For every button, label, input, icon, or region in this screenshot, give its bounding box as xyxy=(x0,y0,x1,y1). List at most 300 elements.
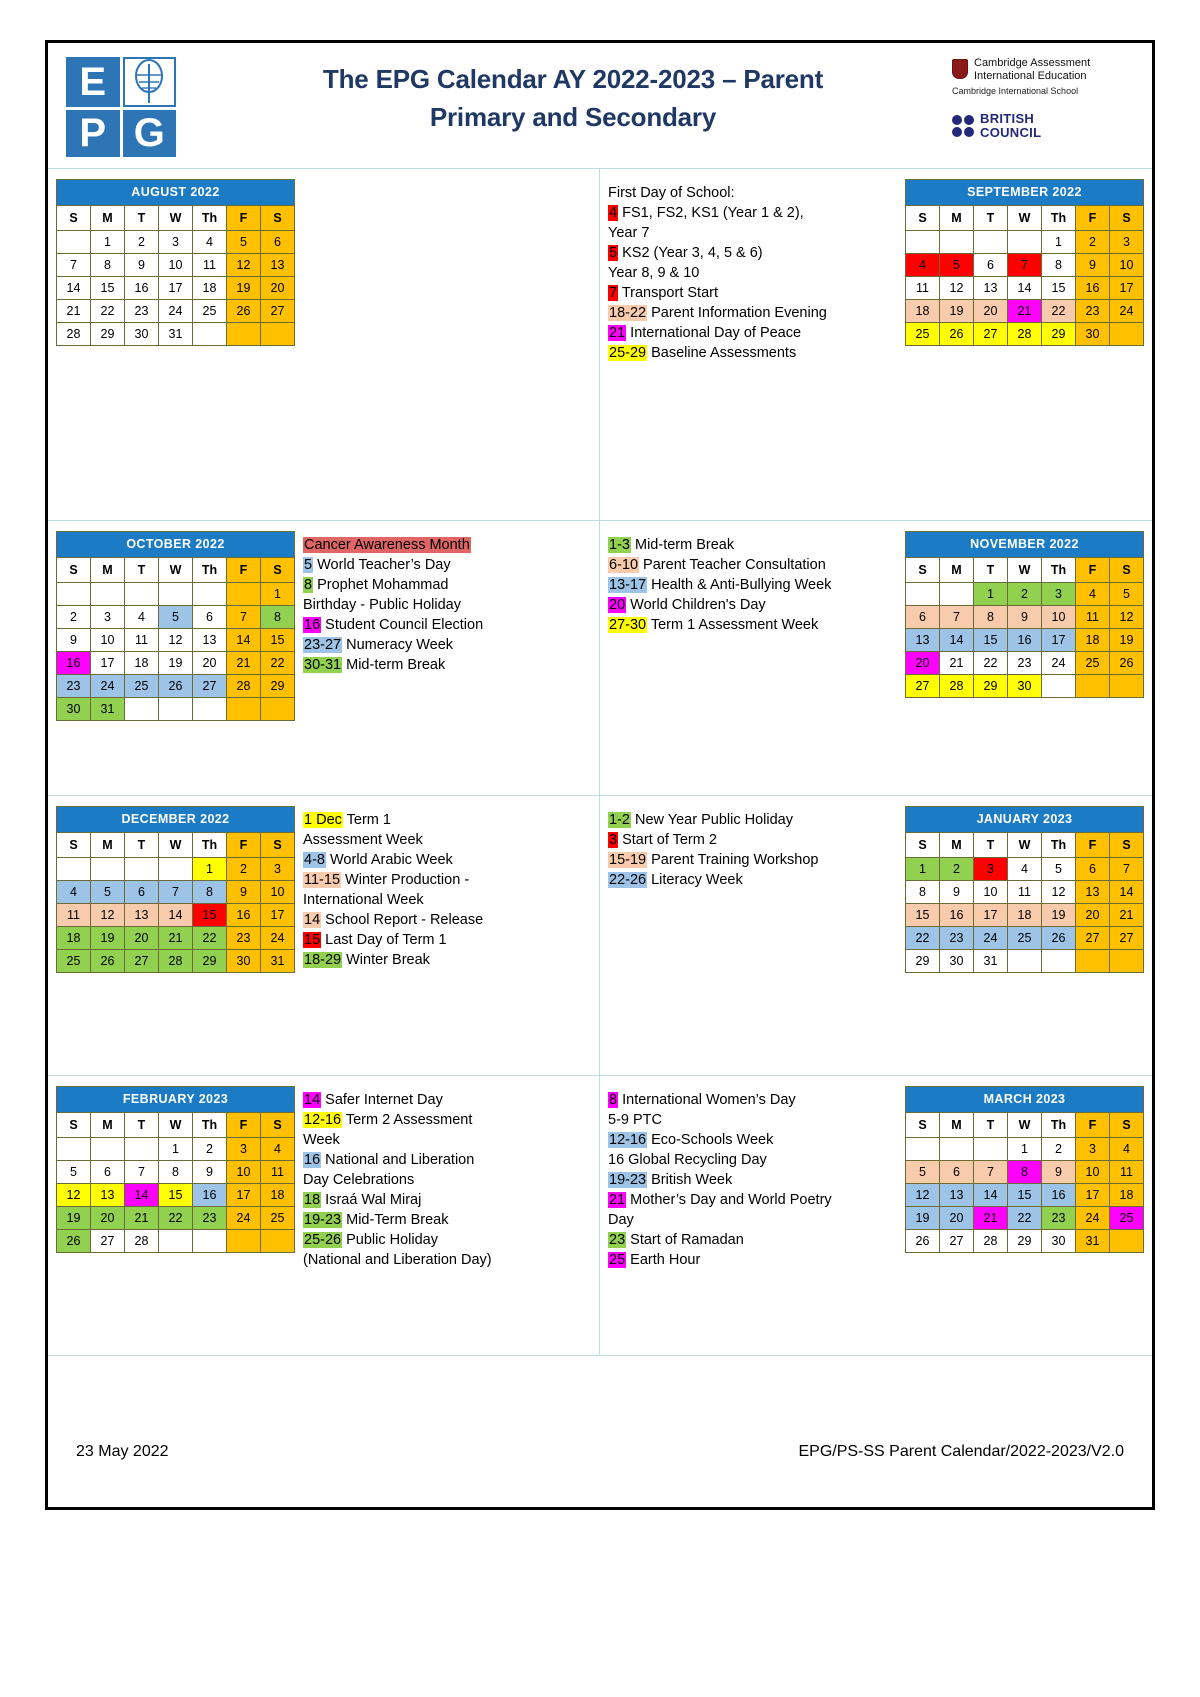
dow-header: F xyxy=(227,1113,261,1138)
day-cell: 14 xyxy=(1008,277,1042,300)
day-cell: 8 xyxy=(261,606,295,629)
day-cell: 24 xyxy=(91,675,125,698)
day-cell: 8 xyxy=(1008,1161,1042,1184)
dow-header: F xyxy=(227,206,261,231)
dow-header: M xyxy=(91,558,125,583)
week-row xyxy=(57,698,295,721)
day-cell: 31 xyxy=(974,950,1008,973)
day-cell: 27 xyxy=(1076,927,1110,950)
day-cell: 27 xyxy=(940,1230,974,1253)
note-line xyxy=(303,555,591,575)
notes-december xyxy=(303,806,591,1065)
day-cell: 16 xyxy=(1076,277,1110,300)
day-cell: 29 xyxy=(91,323,125,346)
note-text: World Arabic Week xyxy=(325,852,453,868)
day-cell: 10 xyxy=(227,1161,261,1184)
epg-logo xyxy=(66,57,176,157)
dow-header: Th xyxy=(1042,833,1076,858)
day-cell xyxy=(227,583,261,606)
day-cell: 14 xyxy=(940,629,974,652)
day-cell: 10 xyxy=(1042,606,1076,629)
calendar-february xyxy=(56,1086,295,1345)
dow-header: S xyxy=(261,206,295,231)
british-council-line-2: COUNCIL xyxy=(980,124,1042,140)
day-cell: 23 xyxy=(1008,652,1042,675)
note-line xyxy=(303,1250,591,1270)
note-date-badge: 25 xyxy=(609,1252,626,1268)
day-cell: 30 xyxy=(1042,1230,1076,1253)
month-table-march xyxy=(905,1086,1144,1253)
day-cell: 1 xyxy=(1008,1138,1042,1161)
day-cell: 6 xyxy=(91,1161,125,1184)
note-line xyxy=(608,1110,897,1130)
day-cell: 22 xyxy=(159,1207,193,1230)
day-cell: 21 xyxy=(57,300,91,323)
week-row xyxy=(906,1184,1144,1207)
day-cell: 9 xyxy=(940,881,974,904)
notes-september xyxy=(608,179,897,510)
day-cell xyxy=(57,231,91,254)
notes-march xyxy=(608,1086,897,1345)
week-row xyxy=(57,950,295,973)
week-row xyxy=(906,1161,1144,1184)
day-cell: 2 xyxy=(57,606,91,629)
day-cell: 18 xyxy=(193,277,227,300)
day-cell: 4 xyxy=(261,1138,295,1161)
note-text: Public Holiday xyxy=(342,1232,439,1248)
day-cell: 11 xyxy=(57,904,91,927)
dow-header: T xyxy=(125,1113,159,1138)
note-line xyxy=(303,910,591,930)
note-text: Numeracy Week xyxy=(342,637,454,653)
day-cell: 16 xyxy=(940,904,974,927)
day-cell: 27 xyxy=(125,950,159,973)
day-cell: 10 xyxy=(91,629,125,652)
dow-header: T xyxy=(125,833,159,858)
british-council-dots-icon xyxy=(952,115,974,137)
note-line xyxy=(608,1230,897,1250)
day-cell: 5 xyxy=(940,254,974,277)
day-cell: 30 xyxy=(1008,675,1042,698)
week-row xyxy=(906,323,1144,346)
day-cell: 14 xyxy=(1110,881,1144,904)
day-cell: 12 xyxy=(57,1184,91,1207)
dow-header: S xyxy=(261,558,295,583)
note-list-september xyxy=(608,179,897,363)
day-cell: 4 xyxy=(906,254,940,277)
week-row xyxy=(57,583,295,606)
dow-header: S xyxy=(57,1113,91,1138)
day-cell xyxy=(159,698,193,721)
month-table-september xyxy=(905,179,1144,346)
day-cell xyxy=(57,1138,91,1161)
day-cell: 17 xyxy=(1042,629,1076,652)
day-cell: 8 xyxy=(1042,254,1076,277)
dow-header: S xyxy=(906,1113,940,1138)
note-date-badge: 16 xyxy=(304,617,321,633)
day-cell: 7 xyxy=(57,254,91,277)
dow-header: Th xyxy=(193,206,227,231)
day-cell: 11 xyxy=(1008,881,1042,904)
cambridge-line-1: Cambridge Assessment xyxy=(974,57,1091,69)
week-row xyxy=(906,606,1144,629)
day-cell xyxy=(91,583,125,606)
day-cell xyxy=(125,1138,159,1161)
day-cell: 1 xyxy=(974,583,1008,606)
day-cell: 22 xyxy=(261,652,295,675)
day-cell: 6 xyxy=(125,881,159,904)
note-text: Health & Anti-Bullying Week xyxy=(647,577,832,593)
day-cell xyxy=(1008,231,1042,254)
day-cell: 25 xyxy=(906,323,940,346)
day-cell: 18 xyxy=(1008,904,1042,927)
note-line xyxy=(303,850,591,870)
note-date-badge: 18-22 xyxy=(609,305,647,321)
day-cell: 13 xyxy=(125,904,159,927)
week-row xyxy=(906,231,1144,254)
note-text: Mid-term Break xyxy=(342,657,446,673)
day-cell: 3 xyxy=(1042,583,1076,606)
day-cell: 28 xyxy=(940,675,974,698)
note-text: First Day of School: xyxy=(608,185,735,201)
day-cell: 6 xyxy=(193,606,227,629)
note-line xyxy=(303,615,591,635)
day-cell: 8 xyxy=(193,881,227,904)
note-text: Mother’s Day and World Poetry xyxy=(626,1192,832,1208)
day-cell xyxy=(940,231,974,254)
day-cell: 15 xyxy=(261,629,295,652)
note-line xyxy=(608,575,897,595)
day-cell xyxy=(261,698,295,721)
note-date-badge: 14 xyxy=(304,1092,321,1108)
dow-header: S xyxy=(57,206,91,231)
day-cell: 12 xyxy=(227,254,261,277)
day-cell: 1 xyxy=(91,231,125,254)
day-cell: 6 xyxy=(261,231,295,254)
accreditation-logos xyxy=(952,57,1142,140)
note-line xyxy=(303,950,591,970)
day-cell xyxy=(159,1230,193,1253)
day-cell: 3 xyxy=(227,1138,261,1161)
note-line xyxy=(608,1210,897,1230)
day-cell xyxy=(974,231,1008,254)
day-cell: 27 xyxy=(91,1230,125,1253)
note-list-november xyxy=(608,531,897,635)
day-cell: 4 xyxy=(57,881,91,904)
note-line xyxy=(608,615,897,635)
note-text: 16 Global Recycling Day xyxy=(608,1152,767,1168)
logo-letter-g: G xyxy=(123,110,177,157)
day-cell: 25 xyxy=(261,1207,295,1230)
day-cell xyxy=(1110,950,1144,973)
day-cell: 4 xyxy=(1008,858,1042,881)
note-date-badge: 15 xyxy=(304,932,321,948)
day-cell: 6 xyxy=(906,606,940,629)
day-cell: 18 xyxy=(125,652,159,675)
week-row xyxy=(57,629,295,652)
day-cell: 14 xyxy=(57,277,91,300)
calendar-page xyxy=(45,40,1155,1510)
day-cell: 24 xyxy=(261,927,295,950)
day-cell: 2 xyxy=(193,1138,227,1161)
day-cell: 26 xyxy=(57,1230,91,1253)
note-text: British Week xyxy=(647,1172,733,1188)
day-cell: 28 xyxy=(227,675,261,698)
day-cell: 8 xyxy=(91,254,125,277)
page-title-line-2: Primary and Secondary xyxy=(429,101,717,132)
day-cell: 23 xyxy=(1076,300,1110,323)
note-date-badge: 1-2 xyxy=(609,812,630,828)
note-date-badge: 20 xyxy=(609,597,626,613)
dow-header: Th xyxy=(193,558,227,583)
month-title-september: SEPTEMBER 2022 xyxy=(906,180,1144,206)
day-cell: 8 xyxy=(159,1161,193,1184)
day-cell: 16 xyxy=(1042,1184,1076,1207)
day-cell: 30 xyxy=(57,698,91,721)
note-line xyxy=(608,1130,897,1150)
day-cell: 9 xyxy=(1008,606,1042,629)
note-date-badge: 21 xyxy=(609,1192,626,1208)
note-line xyxy=(303,1110,591,1130)
day-cell: 5 xyxy=(906,1161,940,1184)
day-cell xyxy=(91,858,125,881)
day-cell: 3 xyxy=(261,858,295,881)
day-cell: 13 xyxy=(940,1184,974,1207)
day-cell: 21 xyxy=(974,1207,1008,1230)
note-date-badge: 23 xyxy=(609,1232,626,1248)
day-cell xyxy=(57,583,91,606)
day-cell: 19 xyxy=(1110,629,1144,652)
note-date-badge: 1-3 xyxy=(609,537,630,553)
note-line xyxy=(608,283,897,303)
day-cell xyxy=(125,858,159,881)
note-text: School Report - Release xyxy=(321,912,484,928)
note-text: Parent Teacher Consultation xyxy=(639,557,826,573)
cambridge-line-2: International Education xyxy=(974,69,1087,82)
note-line xyxy=(303,1130,591,1150)
week-row xyxy=(906,904,1144,927)
day-cell: 21 xyxy=(159,927,193,950)
week-row xyxy=(906,254,1144,277)
week-row xyxy=(57,927,295,950)
day-cell: 25 xyxy=(1076,652,1110,675)
day-cell: 3 xyxy=(1110,231,1144,254)
dow-header: T xyxy=(974,206,1008,231)
week-row xyxy=(57,1230,295,1253)
day-cell xyxy=(1110,1230,1144,1253)
note-line xyxy=(303,1090,591,1110)
note-date-badge: 25-26 xyxy=(304,1232,342,1248)
day-cell: 5 xyxy=(1042,858,1076,881)
day-cell: 6 xyxy=(940,1161,974,1184)
dow-header: T xyxy=(974,833,1008,858)
day-cell: 30 xyxy=(1076,323,1110,346)
week-row xyxy=(906,300,1144,323)
note-date-badge: 3 xyxy=(609,832,618,848)
month-title-november: NOVEMBER 2022 xyxy=(906,532,1144,558)
day-cell: 4 xyxy=(1110,1138,1144,1161)
day-cell: 2 xyxy=(1008,583,1042,606)
day-cell: 9 xyxy=(193,1161,227,1184)
dow-header: Th xyxy=(1042,206,1076,231)
note-line xyxy=(303,930,591,950)
day-cell: 20 xyxy=(940,1207,974,1230)
note-text: Winter Break xyxy=(342,952,430,968)
day-cell: 14 xyxy=(125,1184,159,1207)
note-line xyxy=(608,203,897,223)
day-cell: 11 xyxy=(1076,606,1110,629)
note-text: Day Celebrations xyxy=(303,1172,415,1188)
day-cell: 26 xyxy=(159,675,193,698)
day-cell: 26 xyxy=(906,1230,940,1253)
week-row xyxy=(906,858,1144,881)
note-line xyxy=(303,655,591,675)
day-cell: 23 xyxy=(1042,1207,1076,1230)
note-line xyxy=(608,1150,897,1170)
day-cell: 16 xyxy=(125,277,159,300)
day-cell: 17 xyxy=(227,1184,261,1207)
day-cell: 15 xyxy=(193,904,227,927)
note-line xyxy=(303,535,591,555)
dow-header: W xyxy=(1008,833,1042,858)
note-line xyxy=(608,810,897,830)
day-cell: 21 xyxy=(940,652,974,675)
note-line xyxy=(608,183,897,203)
note-date-badge: 16 xyxy=(304,1152,321,1168)
day-cell: 13 xyxy=(193,629,227,652)
day-cell: 6 xyxy=(1076,858,1110,881)
day-cell: 18 xyxy=(261,1184,295,1207)
note-text: National and Liberation xyxy=(321,1152,475,1168)
day-cell: 5 xyxy=(159,606,193,629)
day-cell: 17 xyxy=(974,904,1008,927)
note-line xyxy=(608,343,897,363)
british-council-line-1: BRITISH xyxy=(980,111,1035,127)
week-row xyxy=(57,881,295,904)
day-cell: 30 xyxy=(940,950,974,973)
notes-january xyxy=(608,806,897,1065)
day-cell: 21 xyxy=(227,652,261,675)
day-cell xyxy=(193,1230,227,1253)
day-cell: 16 xyxy=(193,1184,227,1207)
note-text: Term 1 Assessment Week xyxy=(647,617,819,633)
month-table-august xyxy=(56,179,295,346)
note-date-badge: 19-23 xyxy=(609,1172,647,1188)
day-cell: 13 xyxy=(974,277,1008,300)
day-cell: 20 xyxy=(906,652,940,675)
dow-header: W xyxy=(1008,558,1042,583)
day-cell: 21 xyxy=(1008,300,1042,323)
months-grid xyxy=(48,168,1152,1356)
day-cell: 30 xyxy=(227,950,261,973)
note-date-badge: 8 xyxy=(304,577,313,593)
day-cell xyxy=(940,1138,974,1161)
note-date-badge: 4 xyxy=(609,205,618,221)
day-cell: 22 xyxy=(1008,1207,1042,1230)
note-text: Baseline Assessments xyxy=(647,345,797,361)
day-cell: 16 xyxy=(1008,629,1042,652)
day-cell: 1 xyxy=(159,1138,193,1161)
day-cell xyxy=(906,231,940,254)
note-date-badge: 1 Dec xyxy=(304,812,342,828)
note-text: International Women’s Day xyxy=(618,1092,796,1108)
day-cell: 26 xyxy=(227,300,261,323)
day-cell: 31 xyxy=(1076,1230,1110,1253)
dow-header: F xyxy=(227,833,261,858)
day-cell: 10 xyxy=(159,254,193,277)
note-date-badge: 11-15 xyxy=(304,872,341,888)
note-line xyxy=(303,1190,591,1210)
day-cell: 12 xyxy=(906,1184,940,1207)
note-line xyxy=(608,595,897,615)
week-row xyxy=(57,1161,295,1184)
day-cell xyxy=(906,1138,940,1161)
day-cell: 19 xyxy=(940,300,974,323)
day-cell: 15 xyxy=(1042,277,1076,300)
day-cell: 12 xyxy=(1110,606,1144,629)
day-cell: 25 xyxy=(125,675,159,698)
month-title-january: JANUARY 2023 xyxy=(906,807,1144,833)
note-text: Transport Start xyxy=(618,285,719,301)
page-header xyxy=(48,43,1152,168)
day-cell: 7 xyxy=(227,606,261,629)
note-line xyxy=(608,263,897,283)
week-row xyxy=(906,675,1144,698)
note-text: Start of Ramadan xyxy=(626,1232,744,1248)
day-cell: 2 xyxy=(940,858,974,881)
day-cell xyxy=(1076,950,1110,973)
note-text: Prophet Mohammad xyxy=(313,577,449,593)
note-date-badge: Cancer Awareness Month xyxy=(304,537,470,553)
dow-header: T xyxy=(125,558,159,583)
day-cell: 12 xyxy=(159,629,193,652)
day-cell: 18 xyxy=(906,300,940,323)
shield-icon xyxy=(952,59,968,79)
day-cell: 5 xyxy=(227,231,261,254)
dow-header: T xyxy=(974,1113,1008,1138)
notes-november xyxy=(608,531,897,785)
note-date-badge: 15-19 xyxy=(609,852,647,868)
day-cell: 3 xyxy=(91,606,125,629)
note-line xyxy=(303,575,591,595)
dow-header: Th xyxy=(1042,1113,1076,1138)
day-cell: 28 xyxy=(125,1230,159,1253)
day-cell: 27 xyxy=(193,675,227,698)
day-cell: 13 xyxy=(261,254,295,277)
note-line xyxy=(608,1190,897,1210)
day-cell xyxy=(227,323,261,346)
day-cell xyxy=(227,1230,261,1253)
day-cell: 5 xyxy=(57,1161,91,1184)
note-text: Year 8, 9 & 10 xyxy=(608,265,700,281)
day-cell: 20 xyxy=(1076,904,1110,927)
week-row xyxy=(906,1138,1144,1161)
day-cell: 4 xyxy=(1076,583,1110,606)
day-cell: 24 xyxy=(1110,300,1144,323)
day-cell: 27 xyxy=(906,675,940,698)
note-date-badge: 23-27 xyxy=(304,637,342,653)
note-date-badge: 30-31 xyxy=(304,657,342,673)
day-cell: 7 xyxy=(1008,254,1042,277)
day-cell: 11 xyxy=(261,1161,295,1184)
note-date-badge: 18 xyxy=(304,1192,321,1208)
panel-march xyxy=(600,1076,1152,1356)
panel-november xyxy=(600,521,1152,796)
note-text: Mid-Term Break xyxy=(342,1212,449,1228)
note-date-badge: 12-16 xyxy=(304,1112,342,1128)
day-cell: 10 xyxy=(1076,1161,1110,1184)
week-row xyxy=(906,1207,1144,1230)
